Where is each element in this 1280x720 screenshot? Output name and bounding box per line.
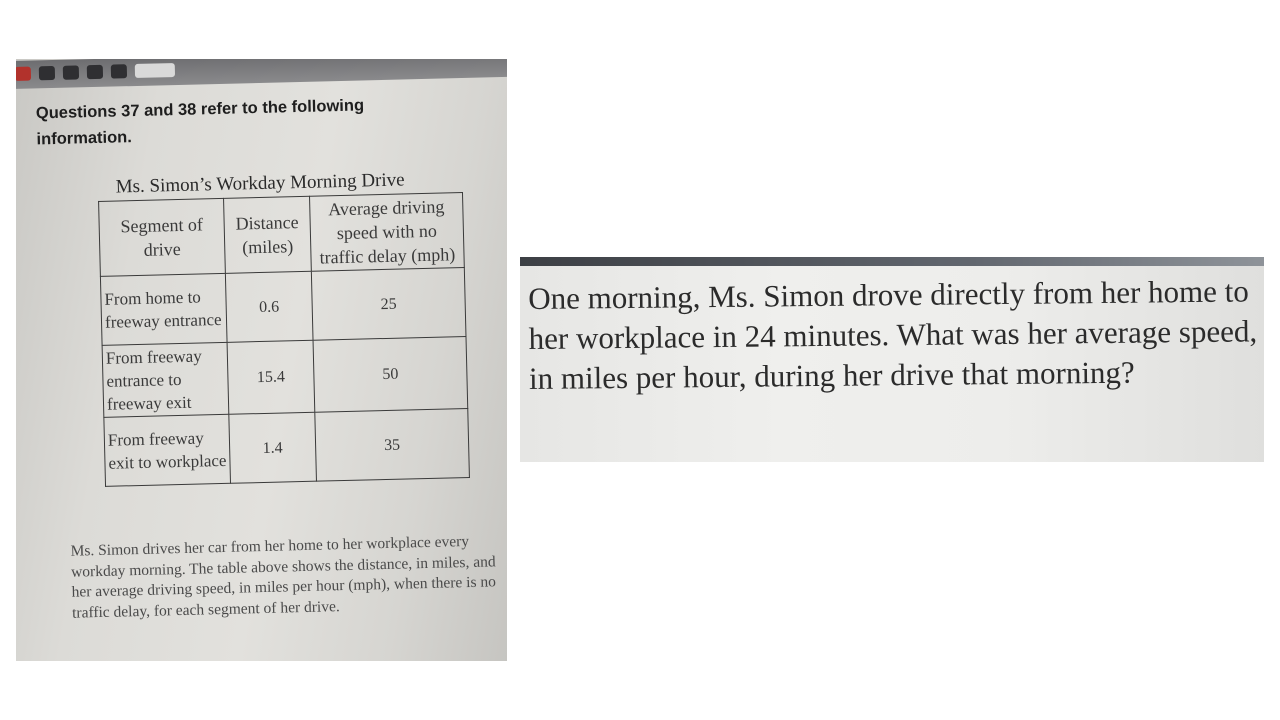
segment-cell: From freeway entrance to freeway exit [102, 342, 229, 417]
distance-cell: 1.4 [229, 412, 317, 483]
print-icon[interactable] [111, 64, 127, 78]
header-segment: Segment of drive [99, 198, 226, 276]
speed-cell: 35 [315, 408, 470, 481]
speed-cell: 50 [313, 336, 468, 412]
question-text: One morning, Ms. Simon drove directly from her home to her workplace in 24 minutes. What was her average speed, in miles per hour, during her drive that morning? [528, 273, 1258, 396]
header-speed: Average driving speed with no traffic delay (mph) [309, 193, 464, 272]
distance-cell: 0.6 [225, 271, 313, 342]
question-photo-right [520, 257, 1264, 462]
segment-cell: From home to freeway entrance [100, 273, 227, 345]
edit-icon[interactable] [39, 66, 55, 80]
app-icon[interactable] [16, 67, 31, 81]
table-title: Ms. Simon’s Workday Morning Drive [115, 169, 405, 198]
speed-cell: 25 [311, 268, 466, 341]
drive-table [98, 192, 470, 487]
cloud-icon[interactable] [63, 65, 79, 79]
folder-icon[interactable] [87, 65, 103, 79]
header-distance: Distance (miles) [224, 196, 312, 273]
questions-heading: Questions 37 and 38 refer to the following information. [35, 96, 365, 149]
screen-edge [520, 257, 1264, 266]
table-row [104, 408, 470, 486]
distance-cell: 15.4 [227, 340, 315, 414]
app-toolbar [16, 59, 507, 89]
tool-icon[interactable] [135, 63, 175, 78]
segment-cell: From freeway exit to workplace [104, 414, 231, 486]
context-paragraph: Ms. Simon drives her car from her home to her workplace every workday morning. The table above shows the distance, in miles, and her average driving speed, in miles per hour (mph), when there is no traffic delay, for each segment of her drive. [70, 532, 497, 622]
textbook-page [16, 59, 507, 661]
textbook-photo-left [16, 59, 507, 661]
table-row [100, 268, 466, 346]
table-row [102, 336, 468, 417]
table-header-row [99, 193, 465, 277]
